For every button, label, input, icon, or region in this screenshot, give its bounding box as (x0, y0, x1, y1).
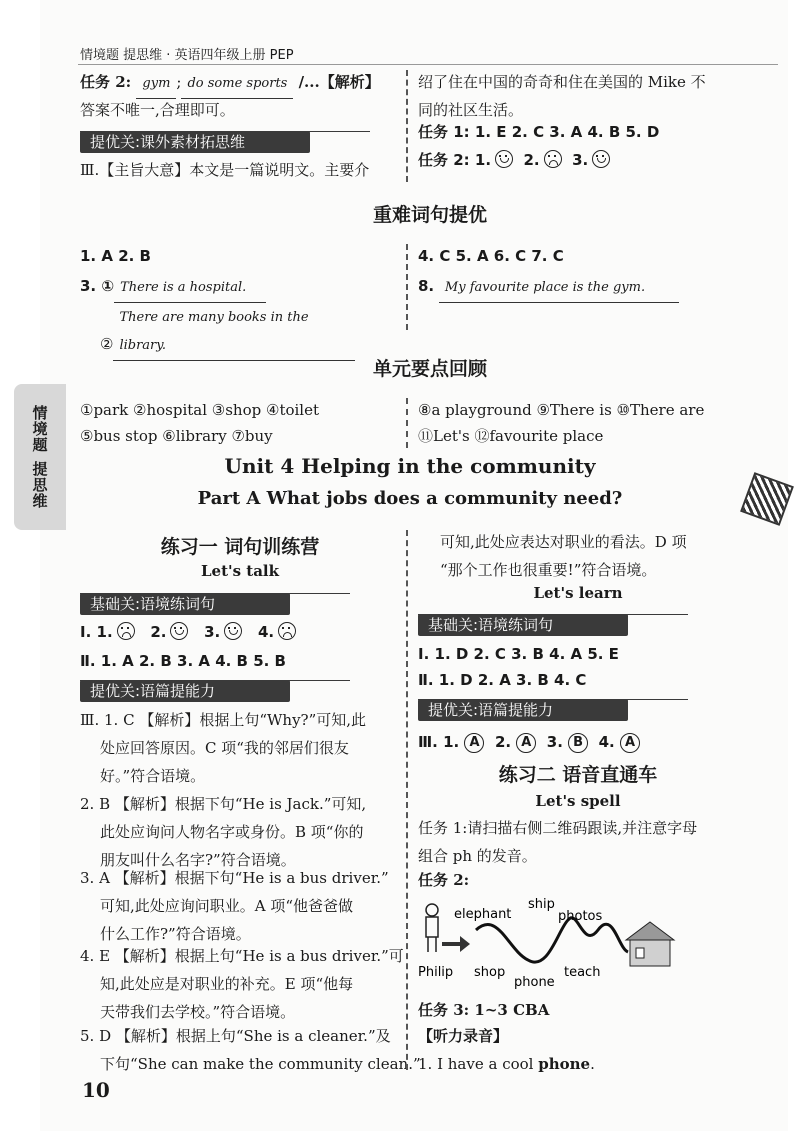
s2-left1: ①park ②hospital ③shop ④toilet (80, 401, 320, 419)
exercise2-title: 练习二 语音直通车 (498, 764, 658, 786)
word-phone: phone (514, 975, 555, 990)
column-divider (406, 398, 408, 448)
ex1-q2a: 2. B 【解析】根据下句“He is Jack.”可知, (80, 795, 367, 813)
s2-right2: ⑪Let's ⑫favourite place (418, 427, 604, 445)
side-tab-top: 情境题 (30, 405, 49, 453)
phonics-path-illustration (418, 890, 678, 990)
banner-advanced-right: 提优关:语篇提能力 (418, 699, 628, 721)
ex1-q4b: 知,此处应是对职业的补充。E 项“他每 (100, 975, 354, 993)
unit-title: Unit 4 Helping in the community (224, 454, 596, 478)
s1-right1: 4. C 5. A 6. C 7. C (418, 247, 564, 265)
word-teach: teach (564, 965, 601, 980)
top-right-line2: 同的社区生活。 (418, 101, 524, 119)
listening-transcript-label: 【听力录音】 (418, 1027, 509, 1045)
ex1-q5b: 下句“She can make the community clean.” (100, 1055, 421, 1073)
right-task3: 任务 3: 1~3 CBA (418, 1001, 550, 1019)
ex1-q4c: 天带我们去学校。”符合语境。 (100, 1003, 296, 1021)
smiley-icon (495, 150, 513, 168)
boy-figure-icon (426, 904, 438, 952)
banner-basic-right: 基础关:语境练词句 (418, 614, 628, 636)
smiley-icon (224, 622, 242, 640)
ex1-q4a: 4. E 【解析】根据上句“He is a bus driver.”可 (80, 947, 404, 965)
ex1-part-ii: Ⅱ. 1. A 2. B 3. A 4. B 5. B (80, 652, 286, 670)
column-divider (406, 530, 408, 1070)
ex1-q5a: 5. D 【解析】根据上句“She is a cleaner.”及 (80, 1027, 391, 1045)
s1-right2: 8. My favourite place is the gym. (418, 272, 679, 303)
ex1-part-i: Ⅰ. 1. 2. 3. 4. (80, 618, 296, 646)
banner-advanced-left: 提优关:语篇提能力 (80, 680, 290, 702)
section-title-unit-review: 单元要点回顾 (372, 358, 487, 380)
ex1-q3a: 3. A 【解析】根据下句“He is a bus driver.” (80, 869, 389, 887)
right-task2: 任务 2: (418, 871, 470, 889)
right-part-ii: Ⅱ. 1. D 2. A 3. B 4. C (418, 671, 587, 689)
s2-left2: ⑤bus stop ⑥library ⑦buy (80, 427, 273, 445)
lets-talk: Let's talk (200, 562, 280, 580)
side-tab (14, 384, 66, 530)
banner-extension: 提优关:课外素材拓思维 (80, 131, 310, 153)
smiley-icon (592, 150, 610, 168)
right-r2: “那个工作也很重要!”符合语境。 (440, 561, 657, 579)
lets-learn: Let's learn (533, 584, 623, 602)
section-title-key-sentences: 重难词句提优 (372, 204, 487, 226)
right-task1a: 任务 1:请扫描右侧二维码跟读,并注意字母 (418, 819, 698, 837)
top-right-task2: 任务 2: 1. 2. 3. (418, 146, 610, 174)
handwritten-answer: gym (136, 70, 176, 99)
s1-left2: 3. ① There is a hospital. (80, 272, 266, 303)
header-title: 情境题 提思维 · 英语四年级上册 PEP (80, 48, 294, 63)
ex1-q1a: Ⅲ. 1. C 【解析】根据上句“Why?”可知,此 (80, 711, 367, 729)
ex1-q2c: 朋友叫什么名字?”符合语境。 (100, 851, 296, 869)
top-left-line2: 答案不唯一,合理即可。 (80, 101, 235, 119)
word-shop: shop (474, 965, 506, 980)
column-divider (406, 244, 408, 330)
frown-icon (544, 150, 562, 168)
frown-icon (278, 622, 296, 640)
right-part-i: Ⅰ. 1. D 2. C 3. B 4. A 5. E (418, 645, 619, 663)
maze-path (476, 918, 628, 962)
s1-left1: 1. A 2. B (80, 247, 151, 265)
word-elephant: elephant (454, 907, 512, 922)
right-task1b: 组合 ph 的发音。 (418, 847, 537, 865)
part-title: Part A What jobs does a community need? (197, 488, 623, 509)
ex1-q2b: 此处应询问人物名字或身份。B 项“你的 (100, 823, 364, 841)
word-photos: photos (558, 909, 603, 924)
top-right-task1: 任务 1: 1. E 2. C 3. A 4. B 5. D (418, 123, 660, 141)
house-icon (626, 922, 674, 966)
side-tab-bottom: 提思维 (30, 461, 49, 509)
top-left-line3: Ⅲ.【主旨大意】本文是一篇说明文。主要介 (80, 161, 370, 179)
ex1-q3c: 什么工作?”符合语境。 (100, 925, 251, 943)
top-right-line1: 绍了住在中国的奇奇和住在美国的 Mike 不 (418, 73, 706, 91)
smiley-icon (170, 622, 188, 640)
handwritten-answer: My favourite place is the gym. (439, 274, 679, 303)
listening-line1: 1. I have a cool phone. (418, 1055, 595, 1073)
handwritten-answer: There are many books in the library. (113, 304, 355, 361)
handwritten-answer: do some sports (181, 70, 293, 99)
ex1-q1b: 处应回答原因。C 项“我的邻居们很友 (100, 739, 349, 757)
right-r1: 可知,此处应表达对职业的看法。D 项 (440, 533, 687, 551)
page-number: 10 (82, 1078, 110, 1102)
s1-left3: ②There are many books in the library. (100, 304, 355, 361)
arrow-icon (442, 936, 470, 952)
word-philip: Philip (418, 965, 454, 980)
header-divider (78, 64, 778, 65)
frown-icon (117, 622, 135, 640)
s2-right1: ⑧a playground ⑨There is ⑩There are (418, 401, 705, 419)
banner-basic-left: 基础关:语境练词句 (80, 593, 290, 615)
ex1-q3b: 可知,此处应询问职业。A 项“他爸爸做 (100, 897, 354, 915)
handwritten-answer: There is a hospital. (114, 274, 266, 303)
top-left-task2: 任务 2: gym ; do some sports /...【解析】 (80, 68, 400, 99)
right-part-iii: Ⅲ. 1. A 2. A 3. B 4. A (418, 728, 640, 756)
lets-spell: Let's spell (535, 792, 621, 810)
exercise1-title: 练习一 词句训练营 (160, 536, 320, 558)
ex1-q1c: 好。”符合语境。 (100, 767, 206, 785)
word-ship: ship (528, 897, 555, 912)
column-divider (406, 70, 408, 182)
